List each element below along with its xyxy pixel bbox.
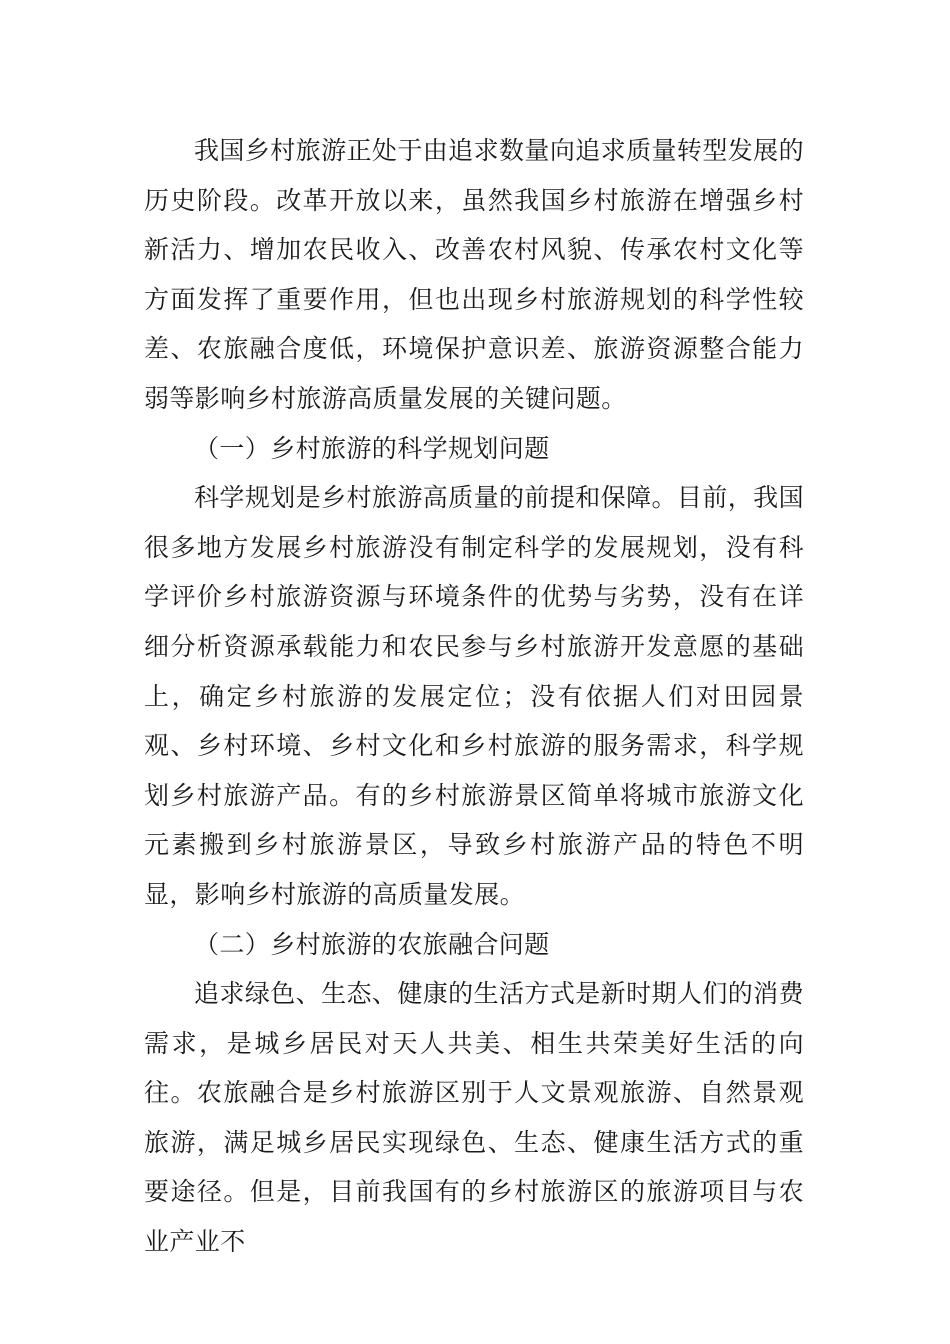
section-2-paragraph: 追求绿色、生态、健康的生活方式是新时期人们的消费需求，是城乡居民对天人共美、相生共荣美好生活的向往。农旅融合是乡村旅游区别于人文景观旅游、自然景观旅游，满足城乡居民实现绿色、生态、健康生活方式的重要途径。但是，目前我国有的乡村旅游区的旅游项目与农业产业不 — [144, 979, 804, 1257]
document-body — [144, 126, 804, 1267]
section-heading-1: （一）乡村旅游的科学规划问题 — [194, 433, 550, 463]
section-1-paragraph: 科学规划是乡村旅游高质量的前提和保障。目前，我国很多地方发展乡村旅游没有制定科学的发展规划，没有科学评价乡村旅游资源与环境条件的优势与劣势，没有在详细分析资源承载能力和农民参与乡村旅游开发意愿的基础上，确定乡村旅游的发展定位；没有依据人们对田园景观、乡村环境、乡村文化和乡村旅游的服务需求，科学规划乡村旅游产品。有的乡村旅游景区简单将城市旅游文化元素搬到乡村旅游景区，导致乡村旅游产品的特色不明显，影响乡村旅游的高质量发展。 — [144, 483, 804, 909]
intro-paragraph: 我国乡村旅游正处于由追求数量向追求质量转型发展的历史阶段。改革开放以来，虽然我国乡村旅游在增强乡村新活力、增加农民收入、改善农村风貌、传承农村文化等方面发挥了重要作用，但也出现乡村旅游规划的科学性较差、农旅融合度低，环境保护意识差、旅游资源整合能力弱等影响乡村旅游高质量发展的关键问题。 — [144, 136, 804, 413]
section-heading-2: （二）乡村旅游的农旅融合问题 — [194, 929, 550, 959]
